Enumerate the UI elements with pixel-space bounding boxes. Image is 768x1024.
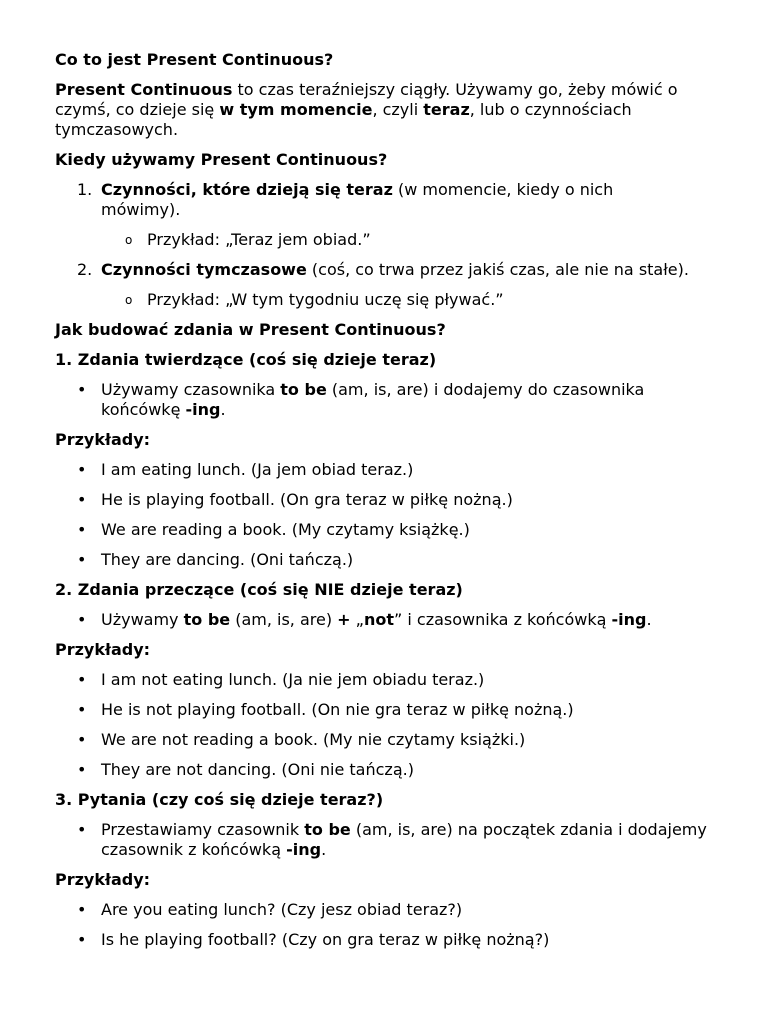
rule-plus: + xyxy=(337,610,351,629)
section-1-rule xyxy=(55,380,711,420)
rule-text: (am, is, are) na początek zdania i dodajemy czasownik z końcówką xyxy=(101,820,707,859)
list-item xyxy=(55,700,718,720)
section-3-examples-label: Przykłady: xyxy=(55,870,151,889)
when-item xyxy=(55,260,691,280)
list-number: 1. xyxy=(77,180,93,199)
rule-suffix: -ing xyxy=(185,400,221,419)
list-item xyxy=(55,490,718,510)
rule-text: . xyxy=(220,400,226,419)
when-item-desc: (coś, co trwa przez jakiś czas, ale nie na stałe). xyxy=(306,260,689,279)
when-item-title: Czynności, które dzieją się teraz xyxy=(101,180,393,199)
section-1-examples-label: Przykłady: xyxy=(55,430,151,449)
intro-text-3: , lub o czynnościach tymczasowych. xyxy=(55,100,632,139)
bullet-icon: • xyxy=(77,670,87,689)
list-number: 2. xyxy=(77,260,93,279)
rule-text: (am, is, are) xyxy=(230,610,338,629)
bullet-icon: • xyxy=(77,490,87,509)
section-3-rule xyxy=(55,820,721,860)
when-example-text: Przykład: „W tym tygodniu uczę się pływać.” xyxy=(147,290,504,309)
intro-text-2: , czyli xyxy=(372,100,424,119)
section-2-rule-list xyxy=(55,610,718,630)
section-1-heading: 1. Zdania twierdzące (coś się dzieje teraz) xyxy=(55,350,437,369)
example-text: We are not reading a book. (My nie czytamy książki.) xyxy=(101,730,526,749)
when-item xyxy=(55,180,661,220)
example-text: We are reading a book. (My czytamy książkę.) xyxy=(101,520,470,539)
rule-text: . xyxy=(321,840,327,859)
rule-text: Używamy xyxy=(101,610,184,629)
when-example xyxy=(55,230,718,250)
section-3-rule-list xyxy=(55,820,718,860)
rule-keyword: to be xyxy=(304,820,351,839)
list-item xyxy=(55,520,718,540)
example-text: They are dancing. (Oni tańczą.) xyxy=(101,550,354,569)
intro-emph-now: teraz xyxy=(423,100,470,119)
list-item xyxy=(55,730,718,750)
section-3-examples xyxy=(55,900,718,950)
example-text: They are not dancing. (Oni nie tańczą.) xyxy=(101,760,414,779)
rule-text: . xyxy=(646,610,652,629)
section-2-heading: 2. Zdania przeczące (coś się NIE dzieje teraz) xyxy=(55,580,463,599)
bullet-icon: • xyxy=(77,930,87,949)
intro-term: Present Continuous xyxy=(55,80,233,99)
section-1-rule-list xyxy=(55,380,718,420)
example-text: I am eating lunch. (Ja jem obiad teraz.) xyxy=(101,460,414,479)
rule-keyword: to be xyxy=(280,380,327,399)
example-text: Are you eating lunch? (Czy jesz obiad teraz?) xyxy=(101,900,463,919)
bullet-icon: • xyxy=(77,610,87,629)
section-1-examples xyxy=(55,460,718,570)
rule-text: ” i czasownika z końcówką xyxy=(393,610,612,629)
bullet-icon: • xyxy=(77,730,87,749)
rule-text: „ xyxy=(350,610,364,629)
sub-bullet-icon: o xyxy=(125,293,133,307)
example-text: I am not eating lunch. (Ja nie jem obiadu teraz.) xyxy=(101,670,485,689)
rule-not: not xyxy=(363,610,394,629)
bullet-icon: • xyxy=(77,760,87,779)
bullet-icon: • xyxy=(77,460,87,479)
rule-suffix: -ing xyxy=(286,840,322,859)
when-list xyxy=(55,180,718,310)
bullet-icon: • xyxy=(77,820,87,839)
rule-text: Przestawiamy czasownik xyxy=(101,820,305,839)
when-item-desc: (w momencie, kiedy o nich mówimy). xyxy=(101,180,614,219)
example-text: Is he playing football? (Czy on gra teraz w piłkę nożną?) xyxy=(101,930,550,949)
intro-emph-moment: w tym momencie xyxy=(219,100,373,119)
example-text: He is not playing football. (On nie gra teraz w piłkę nożną.) xyxy=(101,700,574,719)
intro-text-1: to czas teraźniejszy ciągły. Używamy go, żeby mówić o czymś, co dzieje się xyxy=(55,80,678,119)
when-heading: Kiedy używamy Present Continuous? xyxy=(55,150,388,169)
when-example xyxy=(55,290,718,310)
bullet-icon: • xyxy=(77,900,87,919)
rule-keyword: to be xyxy=(183,610,231,629)
list-item xyxy=(55,930,718,950)
bullet-icon: • xyxy=(77,700,87,719)
bullet-icon: • xyxy=(77,550,87,569)
intro-paragraph xyxy=(55,80,715,140)
section-2-examples xyxy=(55,670,718,780)
rule-suffix: -ing xyxy=(611,610,647,629)
section-3-heading: 3. Pytania (czy coś się dzieje teraz?) xyxy=(55,790,384,809)
section-2-rule xyxy=(55,610,718,630)
when-example-text: Przykład: „Teraz jem obiad.” xyxy=(147,230,371,249)
list-item xyxy=(55,670,718,690)
rule-text: Używamy czasownika xyxy=(101,380,281,399)
sub-bullet-icon: o xyxy=(125,233,133,247)
document-title: Co to jest Present Continuous? xyxy=(55,50,334,69)
build-heading: Jak budować zdania w Present Continuous? xyxy=(55,320,446,339)
bullet-icon: • xyxy=(77,520,87,539)
section-2-examples-label: Przykłady: xyxy=(55,640,151,659)
bullet-icon: • xyxy=(77,380,87,399)
list-item xyxy=(55,460,718,480)
list-item xyxy=(55,550,718,570)
when-item-title: Czynności tymczasowe xyxy=(101,260,307,279)
example-text: He is playing football. (On gra teraz w piłkę nożną.) xyxy=(101,490,513,509)
list-item xyxy=(55,760,718,780)
list-item xyxy=(55,900,718,920)
rule-text: (am, is, are) i dodajemy do czasownika końcówkę xyxy=(101,380,645,419)
